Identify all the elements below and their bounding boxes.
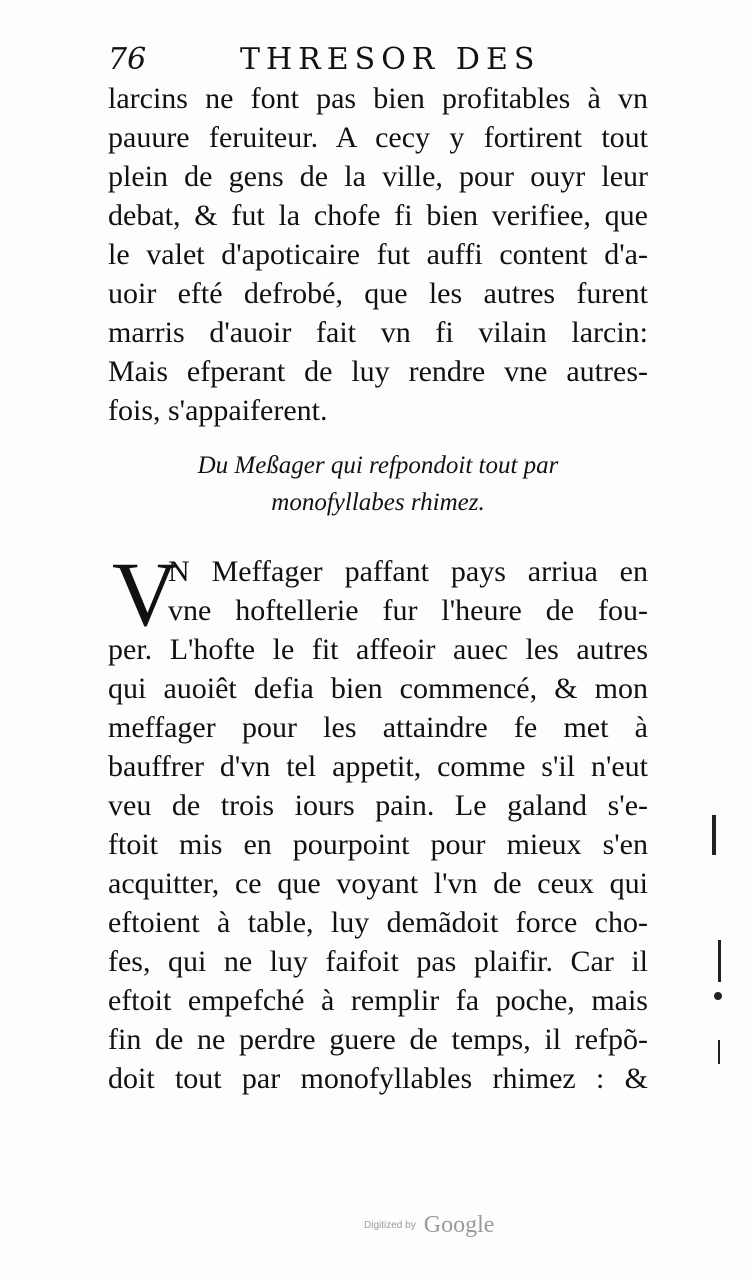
text-line: larcins ne font pas bien profitables à vn: [108, 82, 648, 115]
google-logo: Google: [423, 1212, 495, 1238]
story-paragraph: [108, 552, 648, 1098]
text-line: per. L'hofte le fit affeoir auec les autres: [108, 633, 648, 666]
text-line: marris d'auoir fait vn fi vilain larcin:: [108, 316, 648, 349]
digitized-label: Digitized by: [364, 1220, 416, 1231]
section-heading: [108, 447, 648, 521]
text-line: fes, qui ne luy faifoit pas plaifir. Car il: [108, 945, 648, 978]
text-line: uoir efté defrobé, que les autres furent: [108, 277, 648, 310]
text-line: debat, & fut la chofe fi bien verifiee, que: [108, 199, 648, 232]
text-line: doit tout par monofyllables rhimez : &: [108, 1062, 648, 1095]
heading-line: Du Meßager qui refpondoit tout par: [197, 452, 559, 479]
text-line: le valet d'apoticaire fut auffi content d'a-: [108, 238, 648, 271]
text-line: fin de ne perdre guere de temps, il refpõ-: [108, 1023, 648, 1056]
text-line: fois, s'appaiferent.: [108, 394, 328, 427]
heading-line: monofyllabes rhimez.: [271, 489, 485, 516]
scan-mark: [718, 1040, 720, 1064]
scan-mark: [712, 815, 716, 855]
text-line: eftoient à table, luy demãdoit force cho-: [108, 906, 648, 939]
text-line: vne hoftellerie fur l'heure de fou-: [168, 594, 648, 627]
scan-mark: [718, 940, 721, 982]
text-line: N Meffager paffant pays arriua en: [168, 555, 648, 588]
page-number: 76: [108, 42, 147, 77]
text-line: Mais efperant de luy rendre vne autres-: [108, 355, 648, 388]
text-line: ftoit mis en pourpoint pour mieux s'en: [108, 828, 648, 861]
running-title: THRESOR DES: [240, 42, 541, 77]
text-line: qui auoiêt defia bien commencé, & mon: [108, 672, 648, 705]
text-line: acquitter, ce que voyant l'vn de ceux qui: [108, 867, 648, 900]
running-head: [108, 40, 648, 80]
scan-mark: [714, 992, 722, 1000]
text-line: veu de trois iours pain. Le galand s'e-: [108, 789, 648, 822]
text-line: pauure feruiteur. A cecy y fortirent tout: [108, 121, 648, 154]
text-line: plein de gens de la ville, pour ouyr leur: [108, 160, 648, 193]
digitization-watermark: [364, 1212, 534, 1252]
text-line: bauffrer d'vn tel appetit, comme s'il n'eut: [108, 750, 648, 783]
text-line: meffager pour les attaindre fe met à: [108, 711, 648, 744]
paragraph-continued: [108, 79, 648, 430]
drop-capital: V: [112, 543, 179, 645]
text-line: eftoit empefché à remplir fa poche, mais: [108, 984, 648, 1017]
